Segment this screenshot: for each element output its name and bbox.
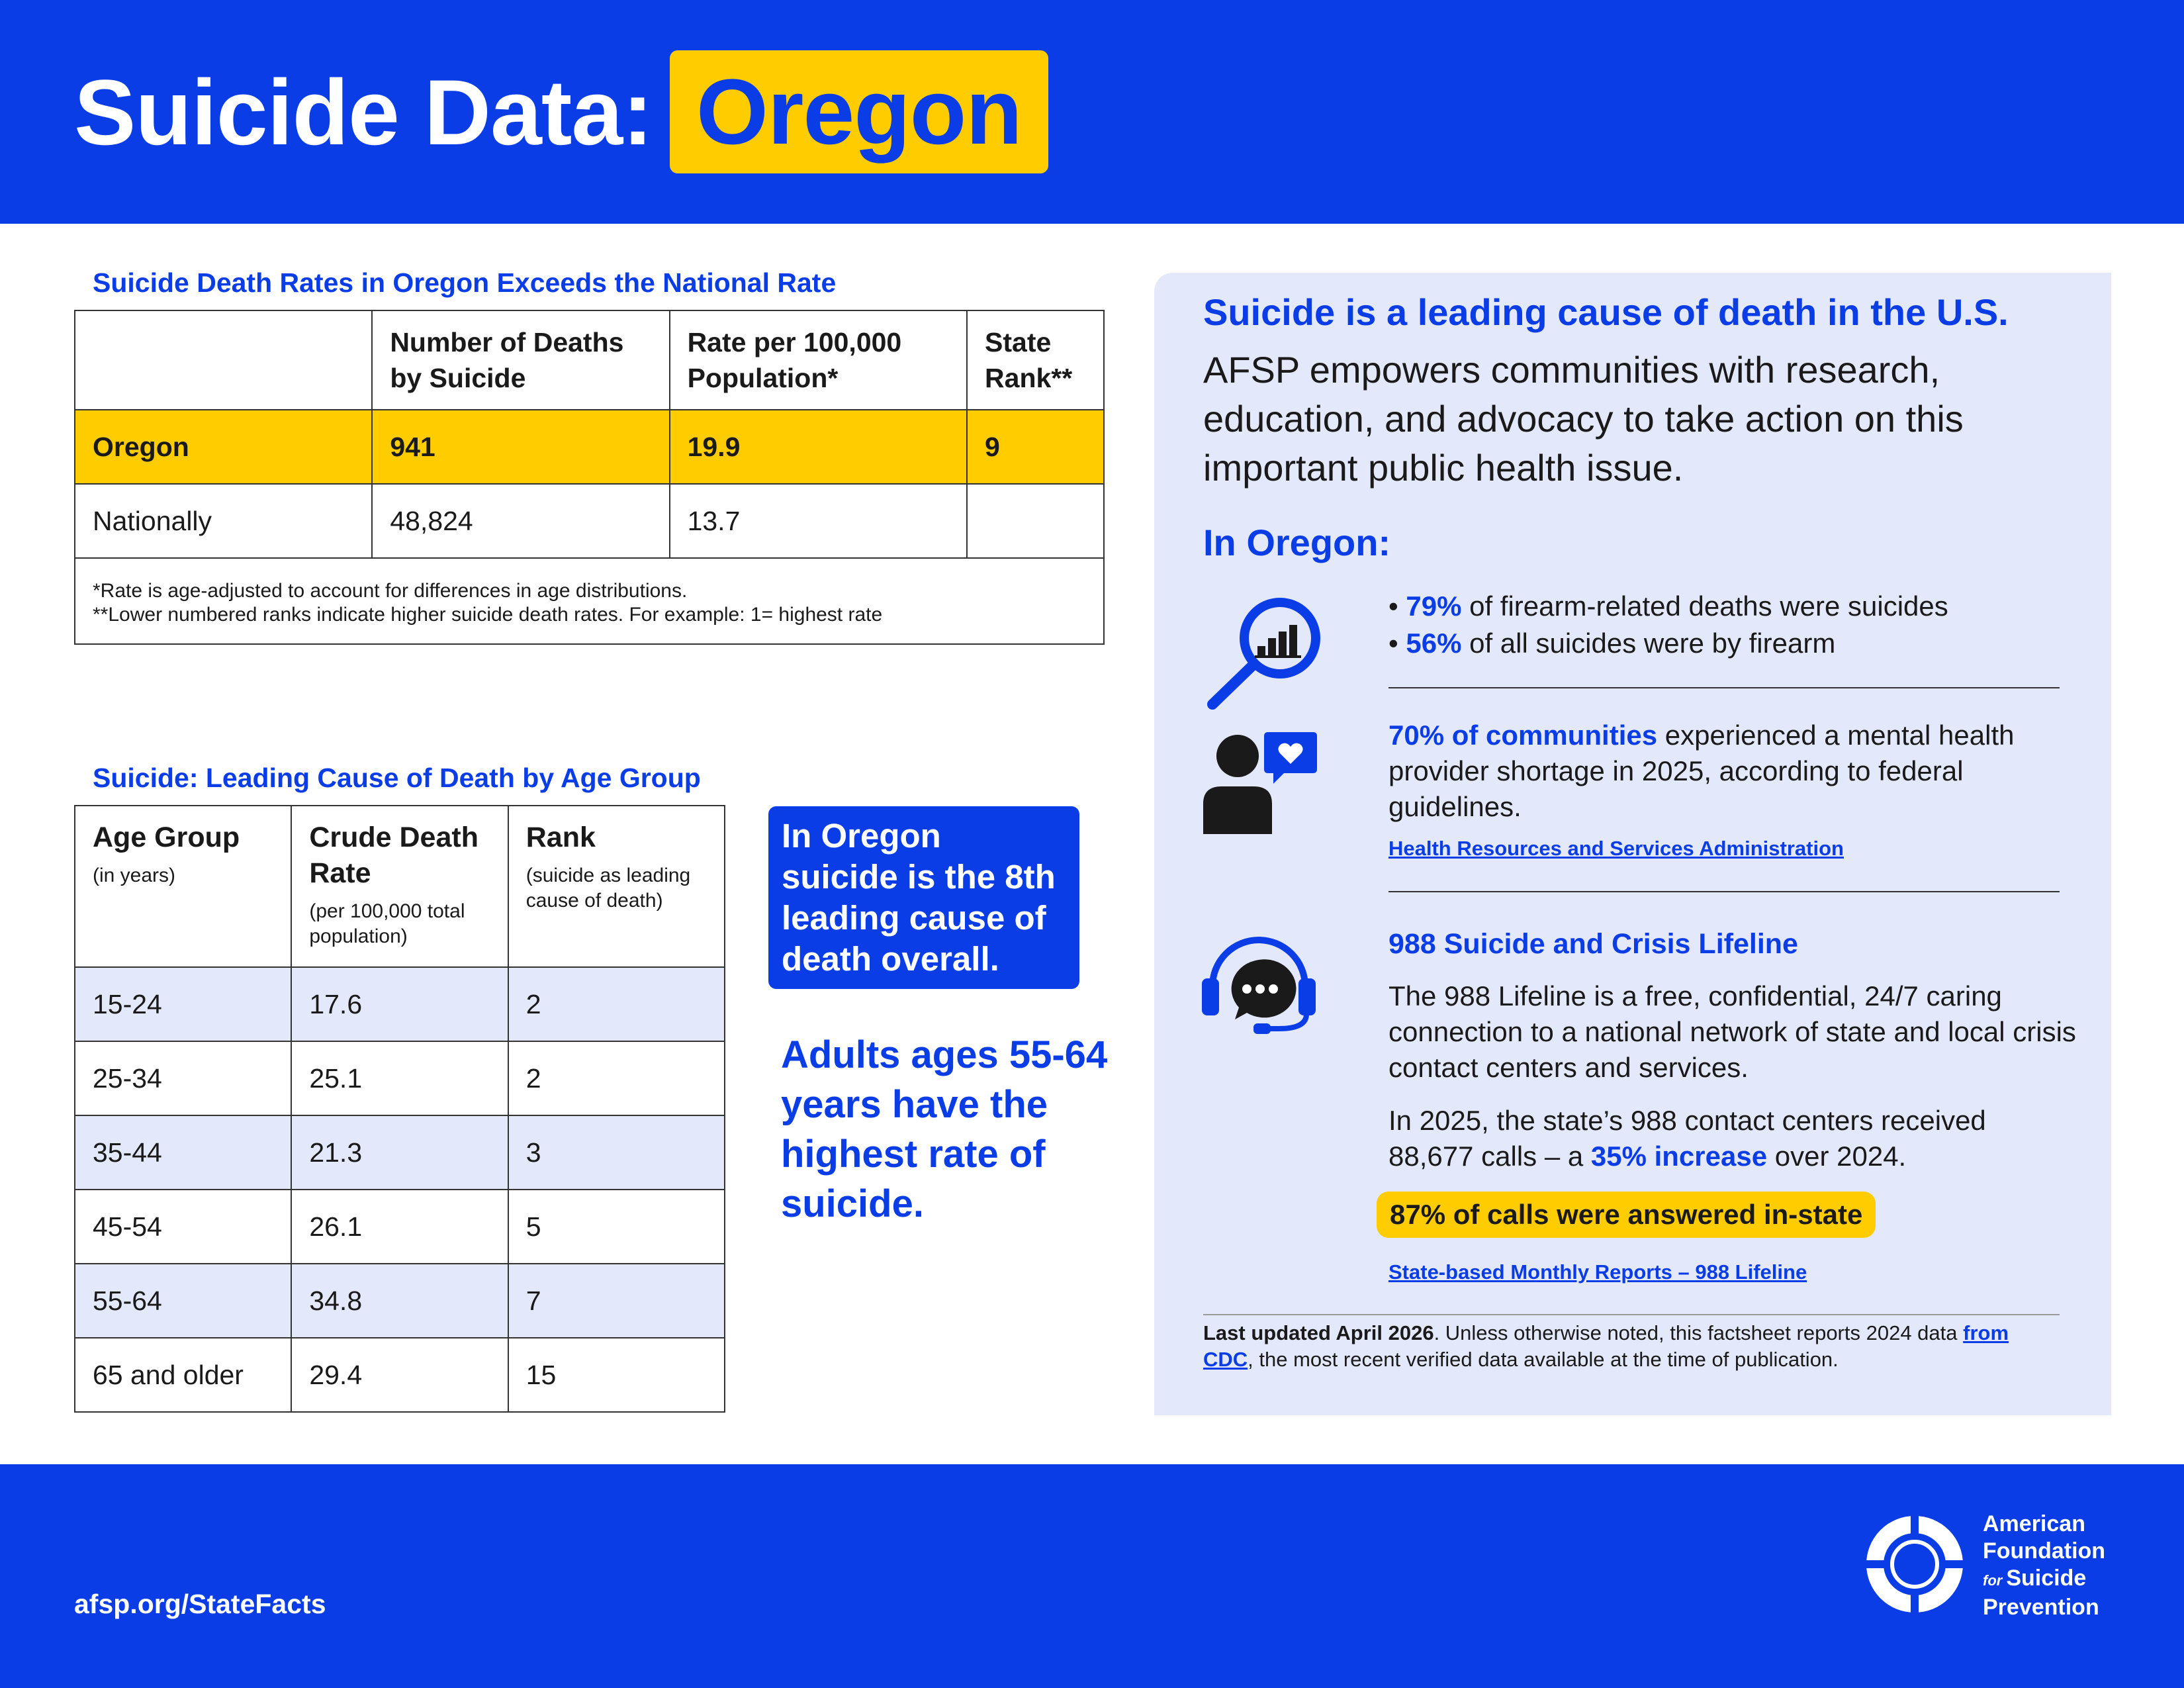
age-table	[74, 805, 725, 1413]
page-title: Suicide Data:	[74, 60, 653, 164]
org-logo-text	[1983, 1511, 2105, 1621]
age-cell: 35-44	[75, 1115, 291, 1190]
lifeline-heading: 988 Suicide and Crisis Lifeline	[1388, 928, 1798, 960]
communities-stat-value: 70% of communities	[1388, 720, 1658, 751]
last-updated-note	[1203, 1320, 2064, 1373]
rates-cell-deaths: 48,824	[372, 484, 669, 558]
org-line-3	[1983, 1565, 2105, 1594]
table-row	[75, 1338, 725, 1412]
table-row	[75, 1041, 725, 1115]
firearm-text-2: of all suicides were by firearm	[1461, 628, 1836, 659]
rates-header-row	[75, 310, 1104, 410]
age-cell: 45-54	[75, 1190, 291, 1264]
footnote-age-adjusted: *Rate is age-adjusted to account for differences in age distributions.	[93, 580, 688, 602]
rate-cell: 26.1	[291, 1190, 508, 1264]
age-header-rate	[291, 806, 508, 967]
in-state-answered-badge: 87% of calls were answered in-state	[1377, 1192, 1876, 1238]
lifeline-calls-text-a: In 2025, the state’s 988 contact centers received 88,677 calls – a	[1388, 1105, 1986, 1172]
table-row	[75, 1190, 725, 1264]
footnote-rank: **Lower numbered ranks indicate higher suicide death rates. For example: 1= highest rate	[93, 604, 883, 626]
site-link[interactable]: afsp.org/StateFacts	[74, 1589, 326, 1619]
state-subheading: In Oregon:	[1203, 522, 1391, 563]
magnifier-chart-icon	[1201, 594, 1324, 711]
age-header-group-sub: (in years)	[93, 865, 176, 886]
communities-stat	[1388, 718, 2050, 825]
divider	[1388, 687, 2060, 688]
panel-intro: AFSP empowers communities with research, education, and advocacy to take action on this important public health issue.	[1203, 349, 1964, 489]
rate-cell: 34.8	[291, 1264, 508, 1338]
state-name-badge: Oregon	[670, 50, 1048, 173]
update-text-a: . Unless otherwise noted, this factsheet reports 2024 data	[1433, 1321, 1964, 1344]
lifeline-increase-stat: 35% increase	[1590, 1141, 1768, 1172]
rates-header-deaths: Number of Deaths by Suicide	[372, 310, 669, 410]
age-section-title: Suicide: Leading Cause of Death by Age Group	[93, 763, 701, 793]
cdc-link[interactable]: from CDC	[1203, 1321, 2009, 1371]
rate-cell: 17.6	[291, 967, 508, 1041]
rates-section-title: Suicide Death Rates in Oregon Exceeds the National Rate	[93, 267, 837, 298]
rates-header-rate: Rate per 100,000 Population*	[670, 310, 967, 410]
rates-cell-rate: 19.9	[670, 410, 967, 484]
rates-cell-label: Oregon	[75, 410, 372, 484]
org-line-2: Foundation	[1983, 1538, 2106, 1564]
rates-cell-rank	[967, 484, 1104, 558]
rates-cell-label: Nationally	[75, 484, 372, 558]
rank-cell: 7	[508, 1264, 725, 1338]
age-header-row	[75, 806, 725, 967]
lifeline-reports-link[interactable]: State-based Monthly Reports – 988 Lifeline	[1388, 1260, 1807, 1284]
age-header-rate-sub: (per 100,000 total population)	[309, 900, 465, 947]
firearm-bullets	[1388, 588, 1948, 662]
rate-cell: 25.1	[291, 1041, 508, 1115]
org-for: for	[1983, 1572, 2003, 1589]
age-cell: 25-34	[75, 1041, 291, 1115]
org-line-1: American	[1983, 1511, 2085, 1536]
rates-cell-rank: 9	[967, 410, 1104, 484]
firearm-stat-2: 56%	[1406, 628, 1462, 659]
rate-cell: 21.3	[291, 1115, 508, 1190]
leading-cause-callout: In Oregon suicide is the 8th leading cause of death overall.	[768, 806, 1079, 989]
age-header-rank	[508, 806, 725, 967]
list-item: • 79% of firearm-related deaths were suicides	[1388, 590, 1948, 622]
rates-row-national	[75, 484, 1104, 558]
rates-cell-rate: 13.7	[670, 484, 967, 558]
divider	[1203, 1314, 2060, 1315]
rates-footnotes	[75, 558, 1104, 644]
age-header-group-label: Age Group	[93, 821, 240, 853]
rates-table	[74, 310, 1105, 645]
org-line-4: Prevention	[1983, 1595, 2099, 1620]
list-item: • 56% of all suicides were by firearm	[1388, 628, 1836, 659]
rates-footnote-row	[75, 558, 1104, 644]
rate-cell: 29.4	[291, 1338, 508, 1412]
rates-header-empty	[75, 310, 372, 410]
last-updated-date: Last updated April 2026	[1203, 1321, 1434, 1344]
update-text-b: , the most recent verified data available at the time of publication.	[1248, 1348, 1839, 1371]
age-cell: 65 and older	[75, 1338, 291, 1412]
headset-chat-icon	[1201, 929, 1317, 1035]
table-row	[75, 1115, 725, 1190]
rank-cell: 15	[508, 1338, 725, 1412]
rank-cell: 2	[508, 967, 725, 1041]
life-ring-logo-icon	[1865, 1515, 1964, 1614]
lifeline-calls	[1388, 1103, 2077, 1174]
age-header-rank-sub: (suicide as leading cause of death)	[525, 865, 691, 912]
firearm-stat-1: 79%	[1406, 590, 1462, 622]
rank-cell: 3	[508, 1115, 725, 1190]
table-row	[75, 967, 725, 1041]
rank-cell: 2	[508, 1041, 725, 1115]
panel-heading: Suicide is a leading cause of death in the U.S.	[1203, 291, 2009, 333]
lifeline-description: The 988 Lifeline is a free, confidential, 24/7 caring connection to a national network of state and local crisis contact centers and services.	[1388, 980, 2076, 1083]
age-header-rate-label: Crude Death Rate	[309, 821, 478, 889]
divider	[1388, 891, 2060, 892]
rank-cell: 5	[508, 1190, 725, 1264]
org-line-3-text: Suicide	[2006, 1566, 2087, 1591]
age-header-rank-label: Rank	[525, 821, 596, 853]
age-header-group	[75, 806, 291, 967]
hrsa-link[interactable]: Health Resources and Services Administration	[1388, 837, 1844, 860]
person-chat-heart-icon	[1202, 731, 1318, 834]
age-cell: 15-24	[75, 967, 291, 1041]
rates-row-state	[75, 410, 1104, 484]
footer-bar	[0, 1464, 2184, 1688]
communities-text: experienced a mental health provider shortage in 2025, according to federal guidelines.	[1388, 720, 2015, 822]
rates-cell-deaths: 941	[372, 410, 669, 484]
table-row	[75, 1264, 725, 1338]
lifeline-calls-text-b: over 2024.	[1767, 1141, 1907, 1172]
firearm-text-1: of firearm-related deaths were suicides	[1461, 590, 1948, 622]
highest-rate-callout: Adults ages 55-64 years have the highest rate of suicide.	[781, 1033, 1108, 1225]
age-cell: 55-64	[75, 1264, 291, 1338]
rates-header-rank: State Rank**	[967, 310, 1104, 410]
